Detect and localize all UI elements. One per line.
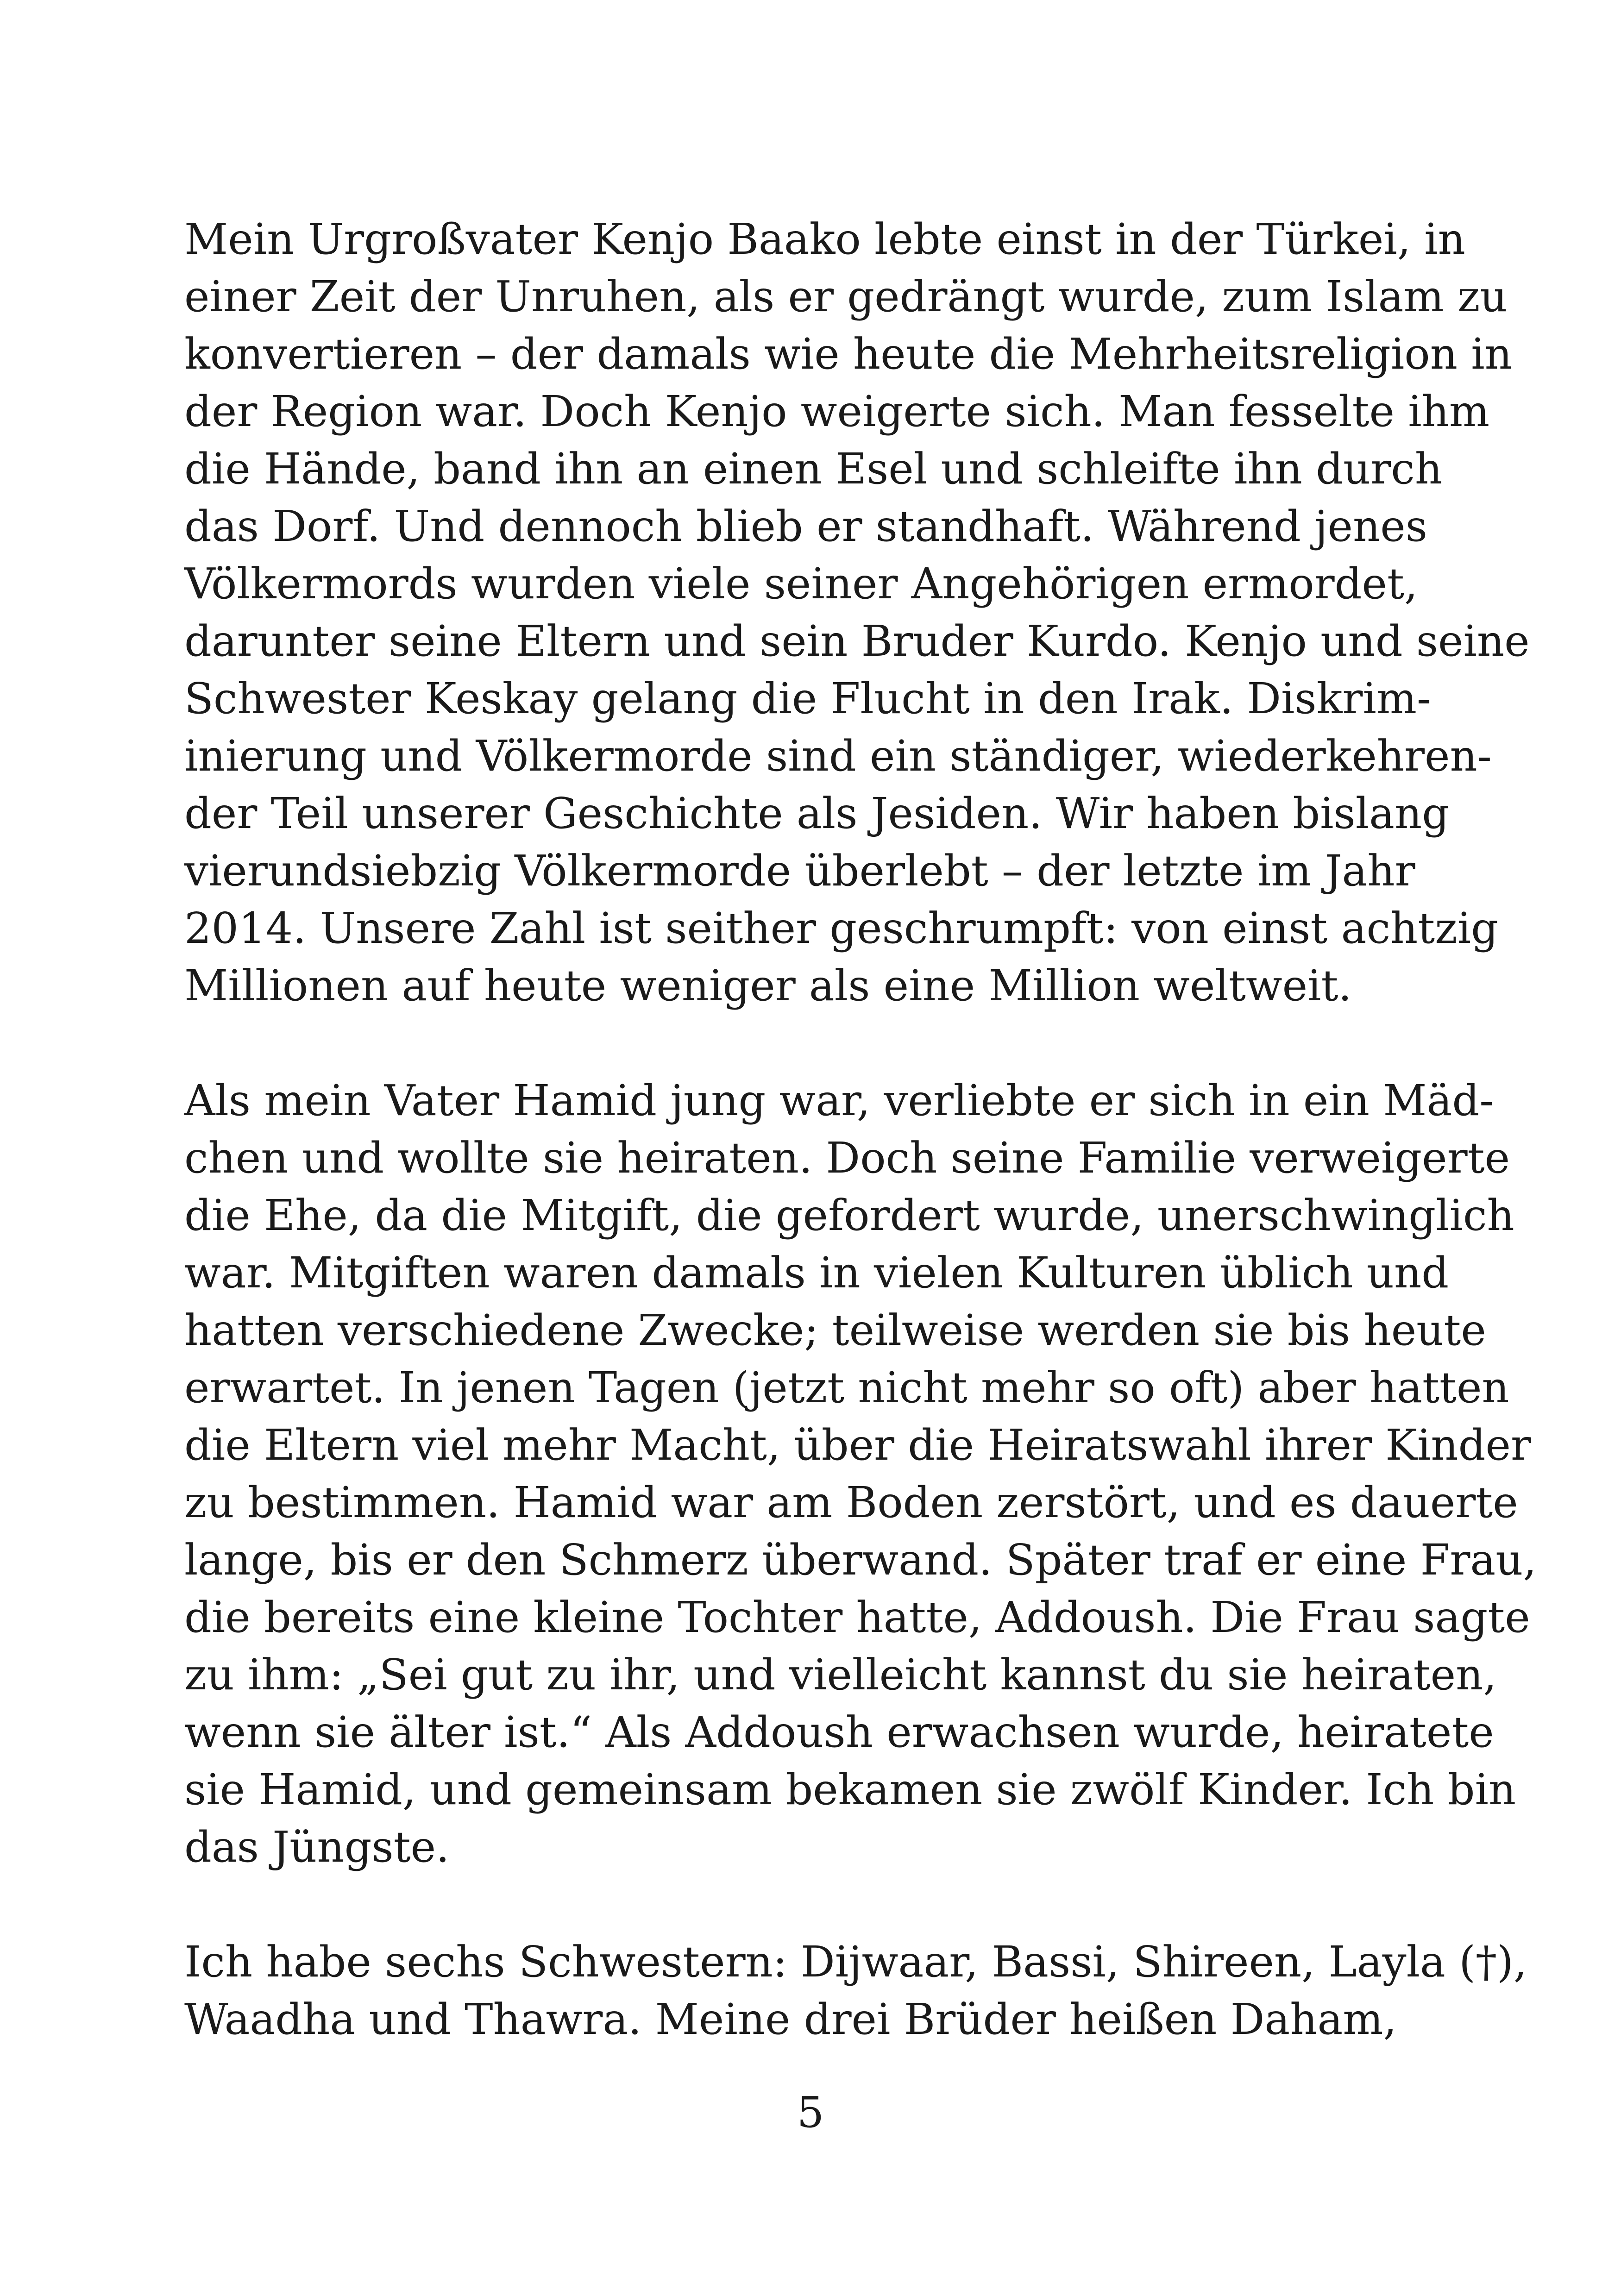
text-line: Ich habe sechs Schwestern: Dijwaar, Bassi, Shireen, Layla (†),	[184, 1937, 1527, 1987]
text-line: einer Zeit der Unruhen, als er gedrängt wurde, zum Islam zu	[184, 272, 1508, 321]
text-line: Waadha und Thawra. Meine drei Brüder heißen Daham,	[184, 1995, 1397, 2044]
paragraph-1	[184, 211, 1530, 1015]
text-line: Millionen auf heute weniger als eine Million weltweit.	[184, 961, 1352, 1010]
text-line: der Region war. Doch Kenjo weigerte sich. Man fesselte ihm	[184, 387, 1490, 436]
text-line: war. Mitgiften waren damals in vielen Kulturen üblich und	[184, 1248, 1449, 1298]
text-line: die Eltern viel mehr Macht, über die Heiratswahl ihrer Kinder	[184, 1420, 1531, 1470]
paragraph-spacer	[184, 1876, 1444, 1933]
paragraph-spacer	[184, 1015, 1444, 1072]
text-line: vierundsiebzig Völkermorde überlebt – der letzte im Jahr	[184, 846, 1415, 896]
text-line: konvertieren – der damals wie heute die Mehrheitsreligion in	[184, 329, 1512, 379]
text-line: erwartet. In jenen Tagen (jetzt nicht mehr so oft) aber hatten	[184, 1363, 1509, 1412]
text-line: 2014. Unsere Zahl ist seither geschrumpft: von einst achtzig	[184, 903, 1498, 953]
paragraph-3	[184, 1933, 1527, 2048]
text-line: wenn sie älter ist.“ Als Addoush erwachsen wurde, heiratete	[184, 1707, 1494, 1757]
text-line: das Dorf. Und dennoch blieb er standhaft. Während jenes	[184, 502, 1427, 551]
text-line: zu bestimmen. Hamid war am Boden zerstört, und es dauerte	[184, 1478, 1518, 1527]
text-line: Völkermords wurden viele seiner Angehörigen ermordet,	[184, 559, 1418, 609]
text-line: die Ehe, da die Mitgift, die gefordert wurde, unerschwinglich	[184, 1191, 1514, 1240]
text-line: Schwester Keskay gelang die Flucht in den Irak. Diskrim-	[184, 674, 1432, 723]
text-line: inierung und Völkermorde sind ein ständiger, wiederkehren-	[184, 731, 1492, 781]
text-line: die bereits eine kleine Tochter hatte, Addoush. Die Frau sagte	[184, 1593, 1530, 1642]
text-line: lange, bis er den Schmerz überwand. Später traf er eine Frau,	[184, 1535, 1537, 1585]
text-line: hatten verschiedene Zwecke; teilweise werden sie bis heute	[184, 1305, 1486, 1355]
text-line: Mein Urgroßvater Kenjo Baako lebte einst in der Türkei, in	[184, 214, 1465, 264]
text-line: die Hände, band ihn an einen Esel und schleifte ihn durch	[184, 444, 1443, 494]
body-text	[184, 211, 1537, 2048]
text-line: das Jüngste.	[184, 1822, 450, 1872]
text-line: Als mein Vater Hamid jung war, verliebte er sich in ein Mäd-	[184, 1076, 1494, 1125]
text-line: chen und wollte sie heiraten. Doch seine Familie verweigerte	[184, 1133, 1510, 1183]
text-line: sie Hamid, und gemeinsam bekamen sie zwölf Kinder. Ich bin	[184, 1765, 1516, 1814]
text-line: zu ihm: „Sei gut zu ihr, und vielleicht kannst du sie heiraten,	[184, 1650, 1497, 1700]
text-line: darunter seine Eltern und sein Bruder Kurdo. Kenjo und seine	[184, 616, 1530, 666]
paragraph-2	[184, 1072, 1537, 1876]
page-number: 5	[797, 2088, 824, 2137]
text-line: der Teil unserer Geschichte als Jesiden. Wir haben bislang	[184, 789, 1450, 838]
